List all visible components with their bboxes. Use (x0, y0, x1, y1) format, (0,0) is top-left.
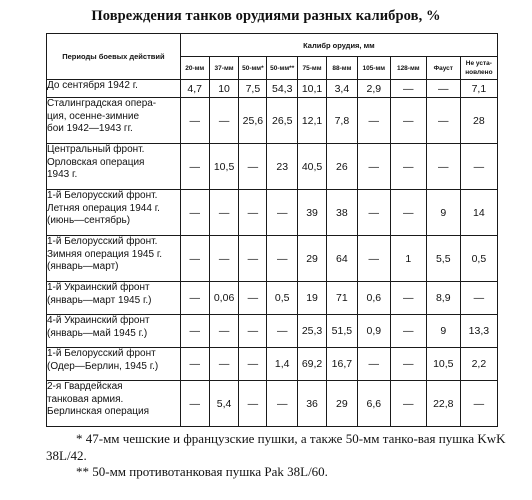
value-cell: 0,5 (460, 236, 497, 282)
value-cell: — (357, 144, 390, 190)
value-cell: — (390, 381, 426, 427)
value-cell: 29 (326, 381, 357, 427)
table-row (47, 80, 498, 98)
column-header: 20-мм (180, 57, 209, 80)
table-row (47, 381, 498, 427)
value-cell: — (180, 144, 209, 190)
value-cell: 0,9 (357, 315, 390, 348)
period-line: Летняя операция 1944 г. (47, 202, 160, 214)
table-row (47, 348, 498, 381)
value-cell: — (209, 236, 239, 282)
value-cell: — (390, 190, 426, 236)
value-cell: — (390, 282, 426, 315)
period-line: (январь—май 1945 г.) (47, 327, 148, 339)
value-cell: 29 (298, 236, 327, 282)
table-row (47, 315, 498, 348)
value-cell: 0,6 (357, 282, 390, 315)
value-cell: 26,5 (267, 98, 298, 144)
value-cell: 10 (209, 80, 239, 98)
value-cell: 0,5 (267, 282, 298, 315)
table-row (47, 282, 498, 315)
value-cell: 9 (426, 315, 460, 348)
value-cell: 40,5 (298, 144, 327, 190)
value-cell: 7,5 (239, 80, 267, 98)
value-cell: — (390, 98, 426, 144)
period-line: танковая армия. (47, 393, 124, 405)
value-cell: 3,4 (326, 80, 357, 98)
value-cell: — (426, 98, 460, 144)
value-cell: 7,8 (326, 98, 357, 144)
header-row-caliber (47, 34, 498, 57)
value-cell: 5,5 (426, 236, 460, 282)
value-cell: — (209, 190, 239, 236)
value-cell: — (267, 190, 298, 236)
value-cell: — (357, 190, 390, 236)
value-cell: — (267, 315, 298, 348)
value-cell: 69,2 (298, 348, 327, 381)
value-cell: — (209, 315, 239, 348)
period-line: Сталинградская опера- (47, 98, 157, 109)
period-cell (47, 236, 181, 282)
value-cell: 71 (326, 282, 357, 315)
value-cell: 5,4 (209, 381, 239, 427)
period-line: 1-й Белорусский фронт (47, 348, 156, 359)
period-cell (47, 80, 181, 98)
value-cell: — (390, 348, 426, 381)
value-cell: — (180, 315, 209, 348)
value-cell: 7,1 (460, 80, 497, 98)
value-cell: — (390, 80, 426, 98)
value-cell: 12,1 (298, 98, 327, 144)
value-cell: — (180, 348, 209, 381)
period-line: 1-й Украинский фронт (47, 282, 150, 293)
period-line: (январь—март 1945 г.) (47, 294, 152, 306)
period-cell (47, 190, 181, 236)
value-cell: 10,5 (426, 348, 460, 381)
period-line: Орловская операция (47, 156, 145, 168)
period-line: 1-й Белорусский фронт. (47, 190, 158, 201)
value-cell: — (267, 381, 298, 427)
value-cell: 9 (426, 190, 460, 236)
damage-table (46, 33, 498, 427)
value-cell: 23 (267, 144, 298, 190)
value-cell: — (239, 348, 267, 381)
value-cell: — (390, 144, 426, 190)
period-line: бои 1942—1943 гг. (47, 123, 133, 134)
value-cell: — (357, 348, 390, 381)
value-cell: 0,06 (209, 282, 239, 315)
column-header: 105-мм (357, 57, 390, 80)
column-header: 50-мм* (239, 57, 267, 80)
value-cell: 28 (460, 98, 497, 144)
value-cell: — (239, 144, 267, 190)
value-cell: — (267, 236, 298, 282)
period-line: (июнь—сентябрь) (47, 215, 131, 226)
page-title: Повреждения танков орудиями разных калибров, % (91, 8, 441, 24)
period-line: ция, осенне-зимние (47, 110, 140, 122)
period-cell (47, 144, 181, 190)
value-cell: 25,3 (298, 315, 327, 348)
period-line: (январь—март) (47, 261, 119, 272)
column-header: 88-мм (326, 57, 357, 80)
value-cell: — (426, 80, 460, 98)
table-row (47, 98, 498, 144)
value-cell: 10,5 (209, 144, 239, 190)
value-cell: 54,3 (267, 80, 298, 98)
value-cell: — (180, 98, 209, 144)
period-line: Зимняя операция 1945 г. (47, 248, 163, 260)
value-cell: 8,9 (426, 282, 460, 315)
period-cell (47, 381, 181, 427)
value-cell: 13,3 (460, 315, 497, 348)
value-cell: — (239, 190, 267, 236)
value-cell: 10,1 (298, 80, 327, 98)
value-cell: 1,4 (267, 348, 298, 381)
value-cell: — (239, 236, 267, 282)
period-cell (47, 282, 181, 315)
column-header: 75-мм (298, 57, 327, 80)
period-cell (47, 98, 181, 144)
value-cell: — (460, 381, 497, 427)
period-line: 1-й Белорусский фронт. (47, 236, 158, 247)
value-cell: — (239, 282, 267, 315)
value-cell: — (460, 144, 497, 190)
value-cell: 26 (326, 144, 357, 190)
period-line: До сентября 1942 г. (47, 80, 138, 91)
period-line: (Одер—Берлин, 1945 г.) (47, 360, 159, 372)
value-cell: — (209, 98, 239, 144)
value-cell: 2,9 (357, 80, 390, 98)
value-cell: — (239, 315, 267, 348)
value-cell: — (180, 190, 209, 236)
value-cell: — (390, 315, 426, 348)
footnote-2: ** 50-мм противотанковая пушка Pak 38L/60. (76, 464, 328, 479)
value-cell: 2,2 (460, 348, 497, 381)
value-cell: 39 (298, 190, 327, 236)
table-row (47, 144, 498, 190)
value-cell: — (357, 98, 390, 144)
value-cell: 64 (326, 236, 357, 282)
table-row (47, 236, 498, 282)
value-cell: — (180, 381, 209, 427)
value-cell: 51,5 (326, 315, 357, 348)
value-cell: 38 (326, 190, 357, 236)
value-cell: 16,7 (326, 348, 357, 381)
period-cell (47, 315, 181, 348)
footnotes (46, 431, 516, 481)
value-cell: 14 (460, 190, 497, 236)
footnote-1: * 47-мм чешские и французские пушки, а также 50-мм танко-вая пушка KwK 38L/42. (46, 431, 506, 463)
value-cell: — (460, 282, 497, 315)
value-cell: 19 (298, 282, 327, 315)
period-line: Центральный фронт. (47, 144, 145, 155)
period-line: 4-й Украинский фронт (47, 315, 150, 326)
periods-header: Периоды боевых действий (47, 34, 181, 80)
column-header: 128-мм (390, 57, 426, 80)
value-cell: — (239, 381, 267, 427)
period-line: 2-я Гвардейская (47, 381, 123, 392)
value-cell: 1 (390, 236, 426, 282)
column-header: Не уста-новлено (460, 57, 497, 80)
value-cell: — (180, 236, 209, 282)
column-header: 37-мм (209, 57, 239, 80)
value-cell: — (426, 144, 460, 190)
value-cell: — (209, 348, 239, 381)
period-line: 1943 г. (47, 169, 78, 180)
value-cell: 25,6 (239, 98, 267, 144)
table-row (47, 190, 498, 236)
value-cell: 22,8 (426, 381, 460, 427)
period-cell (47, 348, 181, 381)
value-cell: — (180, 282, 209, 315)
value-cell: 36 (298, 381, 327, 427)
value-cell: — (357, 236, 390, 282)
column-header: Фауст (426, 57, 460, 80)
table-body (47, 80, 498, 427)
period-line: Берлинская операция (47, 406, 150, 417)
value-cell: 6,6 (357, 381, 390, 427)
value-cell: 4,7 (180, 80, 209, 98)
caliber-header: Калибр орудия, мм (180, 34, 497, 57)
column-header: 50-мм** (267, 57, 298, 80)
